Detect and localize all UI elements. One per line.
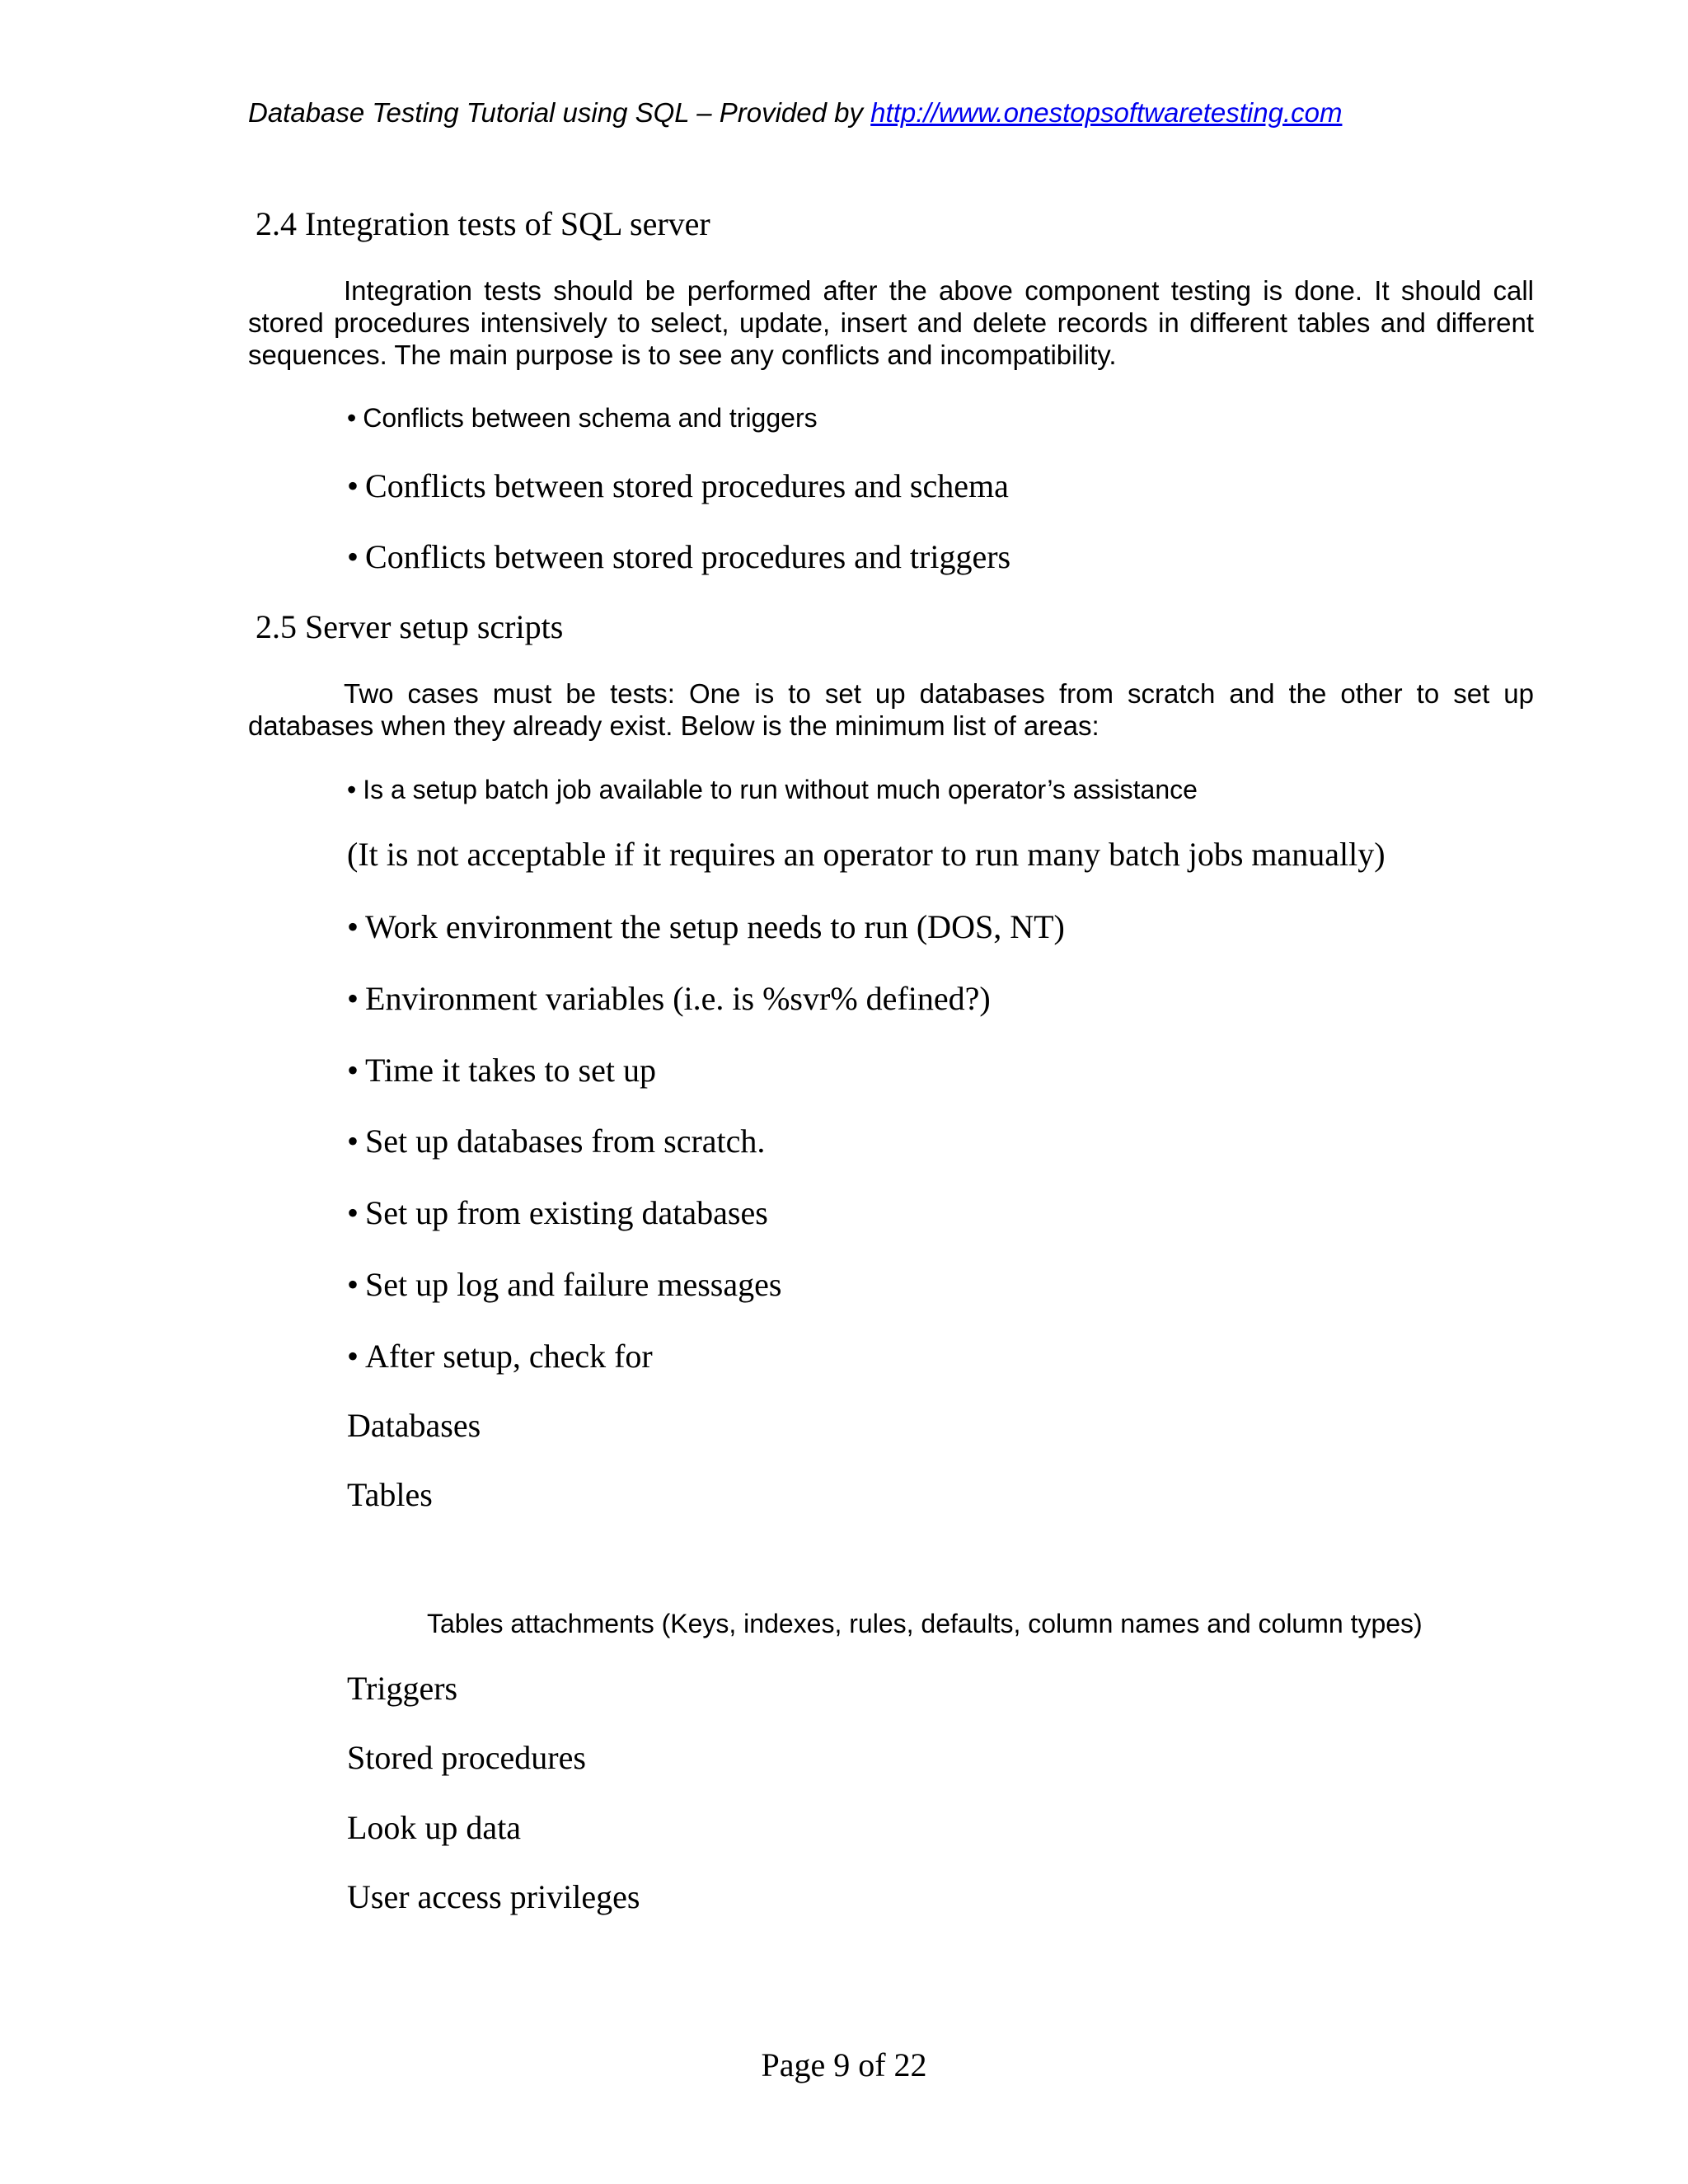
check-item: Tables (347, 1476, 433, 1513)
bullet-icon: • (347, 1052, 359, 1089)
section-heading-2-5: 2.5 Server setup scripts (256, 608, 564, 645)
bullet-item: • Set up log and failure messages (347, 1266, 782, 1303)
check-item: Databases (347, 1407, 481, 1444)
bullet-item: • After setup, check for (347, 1338, 653, 1375)
section-2-4-paragraph: Integration tests should be performed after the above component testing is done. It should call stored procedures intensively to select, update, insert and delete records in different tables and different sequences. The main purpose is to see any conflicts and incompatibility. (248, 275, 1534, 370)
section-heading-2-4: 2.4 Integration tests of SQL server (256, 205, 710, 242)
bullet-icon: • (347, 1122, 359, 1160)
page-number: Page 9 of 22 (761, 2046, 927, 2083)
bullet-item: • Conflicts between schema and triggers (347, 403, 818, 433)
section-2-5-paragraph: Two cases must be tests: One is to set up databases from scratch and the other to set up databases when they already exist. Below is the minimum list of areas: (248, 678, 1534, 741)
bullet-icon: • (347, 467, 359, 504)
bullet-icon: • (347, 1194, 359, 1231)
bullet-icon: • (347, 980, 359, 1017)
bullet-icon: • (347, 403, 357, 433)
check-item: Stored procedures (347, 1739, 586, 1776)
header-link[interactable]: http://www.onestopsoftwaretesting.com (870, 97, 1343, 128)
bullet-item: • Set up from existing databases (347, 1194, 768, 1231)
page-header (248, 97, 1342, 129)
bullet-icon: • (347, 775, 357, 804)
bullet-icon: • (347, 1266, 359, 1303)
bullet-icon: • (347, 908, 359, 945)
bullet-icon: • (347, 538, 359, 575)
note-text: (It is not acceptable if it requires an operator to run many batch jobs manually) (347, 836, 1386, 873)
bullet-item: • Set up databases from scratch. (347, 1122, 766, 1160)
check-item: User access privileges (347, 1878, 640, 1915)
bullet-item: • Conflicts between stored procedures and schema (347, 467, 1009, 504)
bullet-item: • Is a setup batch job available to run without much operator’s assistance (347, 775, 1198, 804)
header-text: Database Testing Tutorial using SQL – Provided by (248, 97, 871, 128)
bullet-item: • Time it takes to set up (347, 1052, 656, 1089)
check-item: Triggers (347, 1670, 458, 1707)
bullet-icon: • (347, 1338, 359, 1375)
tables-attachments-text: Tables attachments (Keys, indexes, rules, defaults, column names and column types) (427, 1609, 1423, 1638)
check-item: Look up data (347, 1809, 522, 1846)
bullet-item: • Conflicts between stored procedures and triggers (347, 538, 1011, 575)
bullet-item: • Environment variables (i.e. is %svr% defined?) (347, 980, 991, 1017)
bullet-item: • Work environment the setup needs to run (DOS, NT) (347, 908, 1065, 945)
